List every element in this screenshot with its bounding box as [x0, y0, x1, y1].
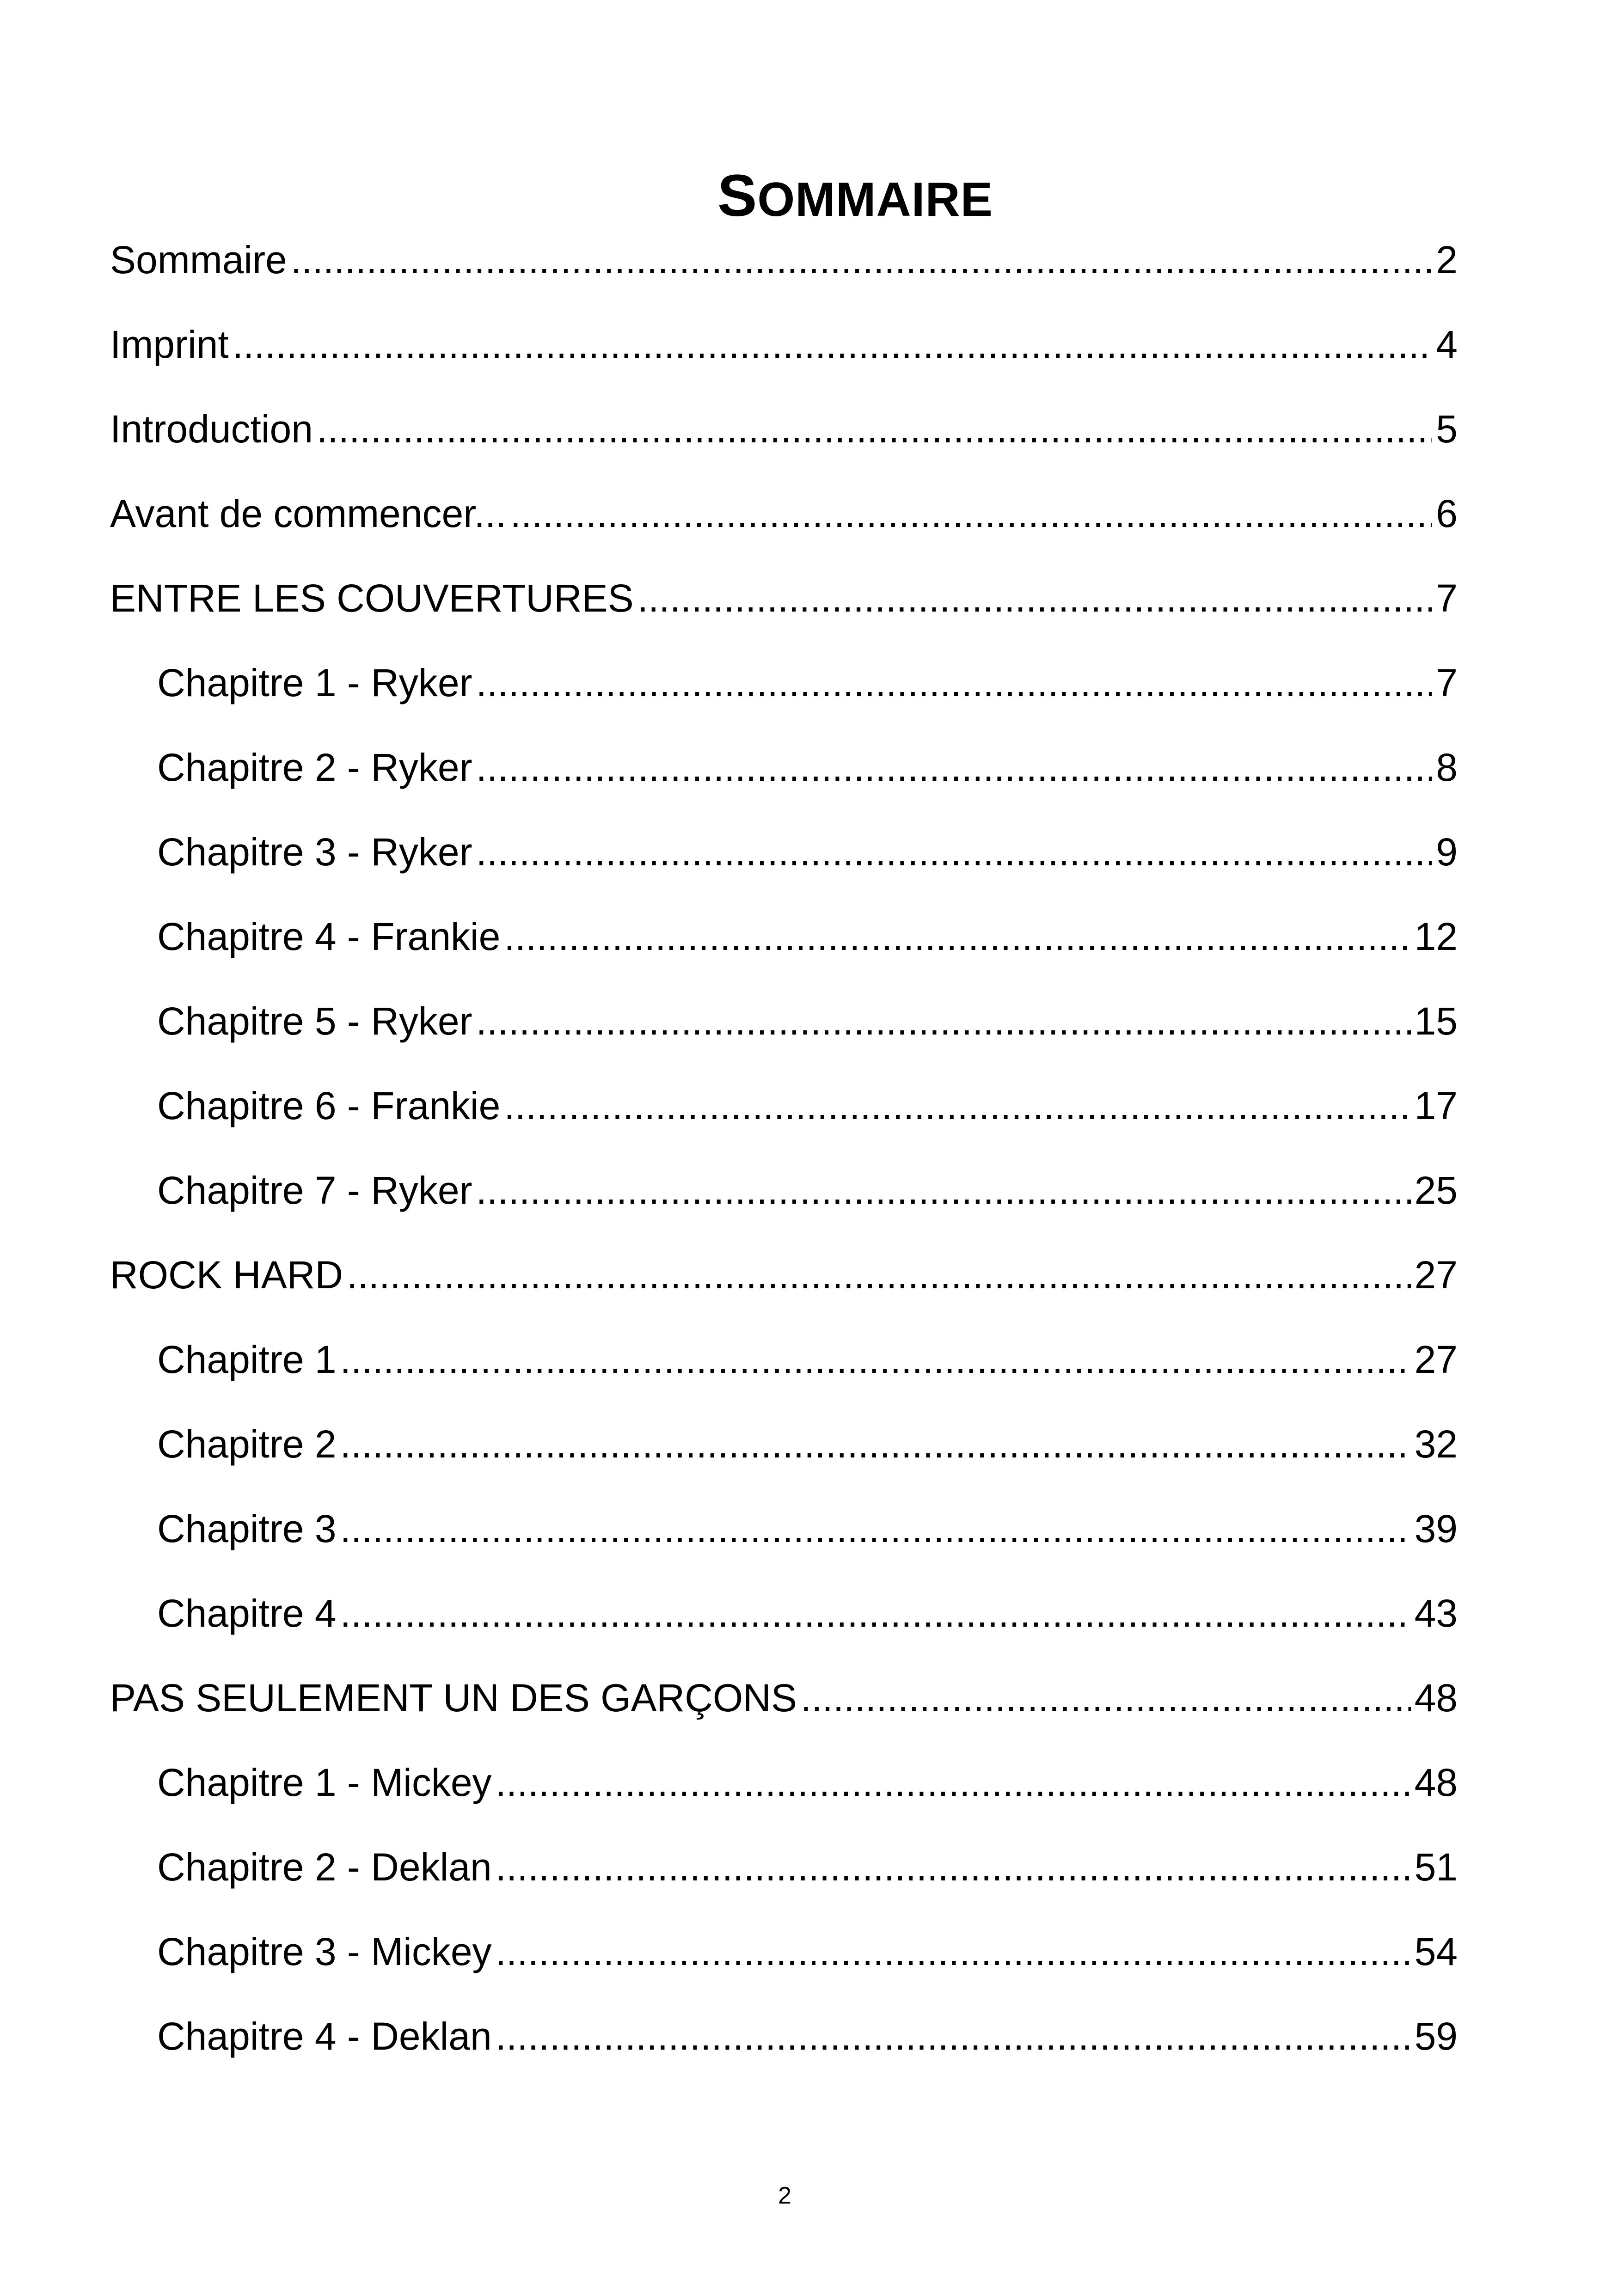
toc-dot-leader — [637, 575, 1432, 621]
toc-entry-label: Chapitre 3 - Ryker — [157, 830, 472, 874]
toc-subentry[interactable] — [110, 640, 1458, 725]
toc-entry-page-number: 54 — [1414, 1929, 1458, 1973]
toc-dot-leader — [476, 998, 1411, 1044]
toc-subentry[interactable] — [110, 1063, 1458, 1148]
toc-entry-page-number: 2 — [1436, 238, 1458, 282]
toc-entry[interactable] — [110, 1655, 1458, 1740]
toc-subentry[interactable] — [110, 1317, 1458, 1402]
toc-entry[interactable] — [110, 471, 1458, 556]
toc-entry-label: ROCK HARD — [110, 1253, 343, 1297]
toc-dot-leader — [504, 913, 1410, 960]
toc-subentry[interactable] — [110, 1486, 1458, 1571]
page-title-rest: OMMAIRE — [757, 172, 993, 227]
toc-entry[interactable] — [110, 556, 1458, 640]
toc-entry-label: Chapitre 3 - Mickey — [157, 1929, 492, 1973]
toc-entry-label: Chapitre 4 - Deklan — [157, 2014, 492, 2058]
toc-entry-page-number: 32 — [1414, 1422, 1458, 1466]
toc-dot-leader — [347, 1252, 1411, 1298]
toc-entry-label: PAS SEULEMENT UN DES GARÇONS — [110, 1676, 797, 1720]
toc-entry-label: ENTRE LES COUVERTURES — [110, 576, 634, 620]
toc-entry-label: Chapitre 7 - Ryker — [157, 1168, 472, 1212]
toc-subentry[interactable] — [110, 1148, 1458, 1232]
page-title-initial: S — [717, 162, 758, 229]
toc-dot-leader — [476, 660, 1432, 706]
toc-dot-leader — [476, 744, 1432, 790]
toc-entry[interactable] — [110, 1232, 1458, 1317]
toc-subentry[interactable] — [110, 894, 1458, 979]
toc-entry-label: Chapitre 3 — [157, 1506, 337, 1550]
toc-entry-page-number: 48 — [1414, 1760, 1458, 1804]
toc-subentry[interactable] — [110, 1402, 1458, 1486]
toc-dot-leader — [801, 1675, 1411, 1721]
toc-entry-page-number: 15 — [1414, 999, 1458, 1043]
toc-entry[interactable] — [110, 217, 1458, 302]
toc-dot-leader — [340, 1421, 1411, 1467]
table-of-contents — [110, 217, 1458, 2078]
toc-subentry[interactable] — [110, 1571, 1458, 1655]
toc-entry-page-number: 12 — [1414, 914, 1458, 958]
toc-dot-leader — [476, 1167, 1411, 1213]
toc-dot-leader — [233, 321, 1432, 367]
toc-dot-leader — [510, 490, 1432, 537]
toc-entry-label: Chapitre 2 - Ryker — [157, 745, 472, 789]
toc-entry-label: Introduction — [110, 407, 313, 451]
toc-entry-page-number: 4 — [1436, 322, 1458, 366]
toc-entry-page-number: 9 — [1436, 830, 1458, 874]
page-number-footer: 2 — [778, 2182, 791, 2209]
toc-entry-page-number: 6 — [1436, 491, 1458, 535]
toc-entry-label: Avant de commencer... — [110, 491, 507, 535]
toc-entry-label: Chapitre 6 - Frankie — [157, 1084, 501, 1127]
toc-entry-label: Chapitre 2 - Deklan — [157, 1845, 492, 1889]
toc-entry-page-number: 5 — [1436, 407, 1458, 451]
toc-entry-label: Chapitre 5 - Ryker — [157, 999, 472, 1043]
toc-subentry[interactable] — [110, 979, 1458, 1063]
toc-dot-leader — [340, 1506, 1411, 1552]
toc-dot-leader — [496, 1844, 1411, 1890]
toc-entry[interactable] — [110, 386, 1458, 471]
toc-entry-page-number: 39 — [1414, 1506, 1458, 1550]
toc-entry-label: Chapitre 2 — [157, 1422, 337, 1466]
toc-entry-label: Chapitre 1 - Mickey — [157, 1760, 492, 1804]
toc-entry-page-number: 25 — [1414, 1168, 1458, 1212]
toc-entry-page-number: 7 — [1436, 661, 1458, 704]
toc-entry-label: Chapitre 1 - Ryker — [157, 661, 472, 704]
toc-entry-page-number: 8 — [1436, 745, 1458, 789]
toc-subentry[interactable] — [110, 1825, 1458, 1909]
toc-dot-leader — [496, 1929, 1411, 1975]
toc-dot-leader — [340, 1336, 1411, 1383]
toc-entry-label: Imprint — [110, 322, 229, 366]
toc-subentry[interactable] — [110, 1909, 1458, 1994]
toc-subentry[interactable] — [110, 725, 1458, 809]
toc-entry-page-number: 27 — [1414, 1337, 1458, 1381]
toc-entry-label: Chapitre 4 - Frankie — [157, 914, 501, 958]
toc-dot-leader — [340, 1590, 1411, 1636]
toc-entry-page-number: 7 — [1436, 576, 1458, 620]
toc-entry-label: Chapitre 1 — [157, 1337, 337, 1381]
toc-dot-leader — [496, 1759, 1411, 1806]
toc-entry-page-number: 27 — [1414, 1253, 1458, 1297]
toc-subentry[interactable] — [110, 809, 1458, 894]
toc-entry-page-number: 17 — [1414, 1084, 1458, 1127]
toc-entry-label: Chapitre 4 — [157, 1591, 337, 1635]
toc-dot-leader — [496, 2013, 1411, 2059]
toc-dot-leader — [291, 237, 1432, 283]
toc-entry-page-number: 51 — [1414, 1845, 1458, 1889]
toc-dot-leader — [504, 1083, 1410, 1129]
toc-entry-page-number: 43 — [1414, 1591, 1458, 1635]
toc-entry-page-number: 59 — [1414, 2014, 1458, 2058]
toc-dot-leader — [317, 406, 1432, 452]
toc-dot-leader — [476, 829, 1432, 875]
toc-entry-page-number: 48 — [1414, 1676, 1458, 1720]
toc-entry-label: Sommaire — [110, 238, 287, 282]
toc-subentry[interactable] — [110, 1740, 1458, 1825]
toc-subentry[interactable] — [110, 1994, 1458, 2078]
toc-entry[interactable] — [110, 302, 1458, 386]
